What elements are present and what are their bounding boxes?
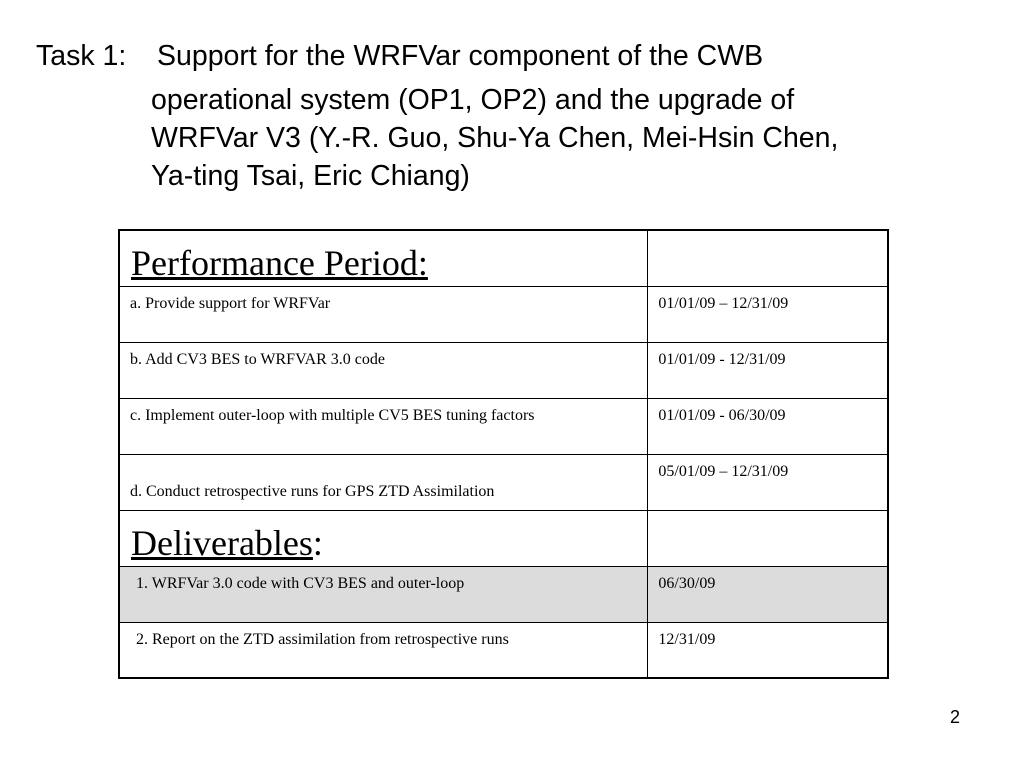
performance-header-cell bbox=[119, 230, 648, 286]
task-period: 01/01/09 - 06/30/09 bbox=[658, 406, 786, 424]
performance-period-heading: Performance Period: bbox=[131, 243, 428, 283]
empty-header-cell bbox=[648, 230, 888, 286]
task-period-cell bbox=[648, 286, 888, 342]
deliverable-description-cell bbox=[119, 622, 648, 678]
deliverable-date-cell bbox=[648, 566, 888, 622]
title-line-4: Ya-ting Tsai, Eric Chiang) bbox=[151, 160, 470, 192]
title-line-1: Support for the WRFVar component of the CWB bbox=[157, 40, 764, 72]
task-description: b. Add CV3 BES to WRFVAR 3.0 code bbox=[130, 350, 385, 368]
title-prefix: Task 1: bbox=[36, 40, 127, 72]
task-description-cell bbox=[119, 398, 648, 454]
deliverable-date: 06/30/09 bbox=[658, 574, 716, 592]
table-row bbox=[119, 622, 888, 678]
deliverables-heading: Deliverables: bbox=[131, 522, 323, 563]
deliverable-description: 1. WRFVar 3.0 code with CV3 BES and outer-loop bbox=[136, 574, 465, 592]
task-description-cell bbox=[119, 454, 648, 510]
task-description-cell bbox=[119, 286, 648, 342]
title-line-3: WRFVar V3 (Y.-R. Guo, Shu-Ya Chen, Mei-Hsin Chen, bbox=[151, 122, 839, 154]
deliverable-description: 2. Report on the ZTD assimilation from retrospective runs bbox=[136, 630, 509, 648]
table-row bbox=[119, 286, 888, 342]
task-description-cell bbox=[119, 342, 648, 398]
task-period-cell bbox=[648, 342, 888, 398]
task-period-cell bbox=[648, 454, 888, 510]
empty-header-cell bbox=[648, 510, 888, 566]
task-description: d. Conduct retrospective runs for GPS ZTD Assimilation bbox=[130, 482, 495, 500]
deliverable-date-cell bbox=[648, 622, 888, 678]
task-period-cell bbox=[648, 398, 888, 454]
task-description: c. Implement outer-loop with multiple CV5 BES tuning factors bbox=[130, 406, 535, 424]
table-row bbox=[119, 454, 888, 510]
deliverables-header-cell bbox=[119, 510, 648, 566]
table-row bbox=[119, 342, 888, 398]
deliverable-description-cell bbox=[119, 566, 648, 622]
task-period: 01/01/09 - 12/31/09 bbox=[658, 350, 786, 368]
title-line-2: operational system (OP1, OP2) and the upgrade of bbox=[151, 84, 795, 116]
task-period: 05/01/09 – 12/31/09 bbox=[658, 462, 789, 480]
performance-table bbox=[118, 229, 889, 679]
deliverable-date: 12/31/09 bbox=[658, 630, 716, 648]
deliverables-header-row bbox=[119, 510, 888, 566]
table-row bbox=[119, 398, 888, 454]
performance-header-row bbox=[119, 230, 888, 286]
task-description: a. Provide support for WRFVar bbox=[130, 294, 331, 312]
task-period: 01/01/09 – 12/31/09 bbox=[658, 294, 789, 312]
table-row bbox=[119, 566, 888, 622]
page-number: 2 bbox=[950, 707, 961, 727]
